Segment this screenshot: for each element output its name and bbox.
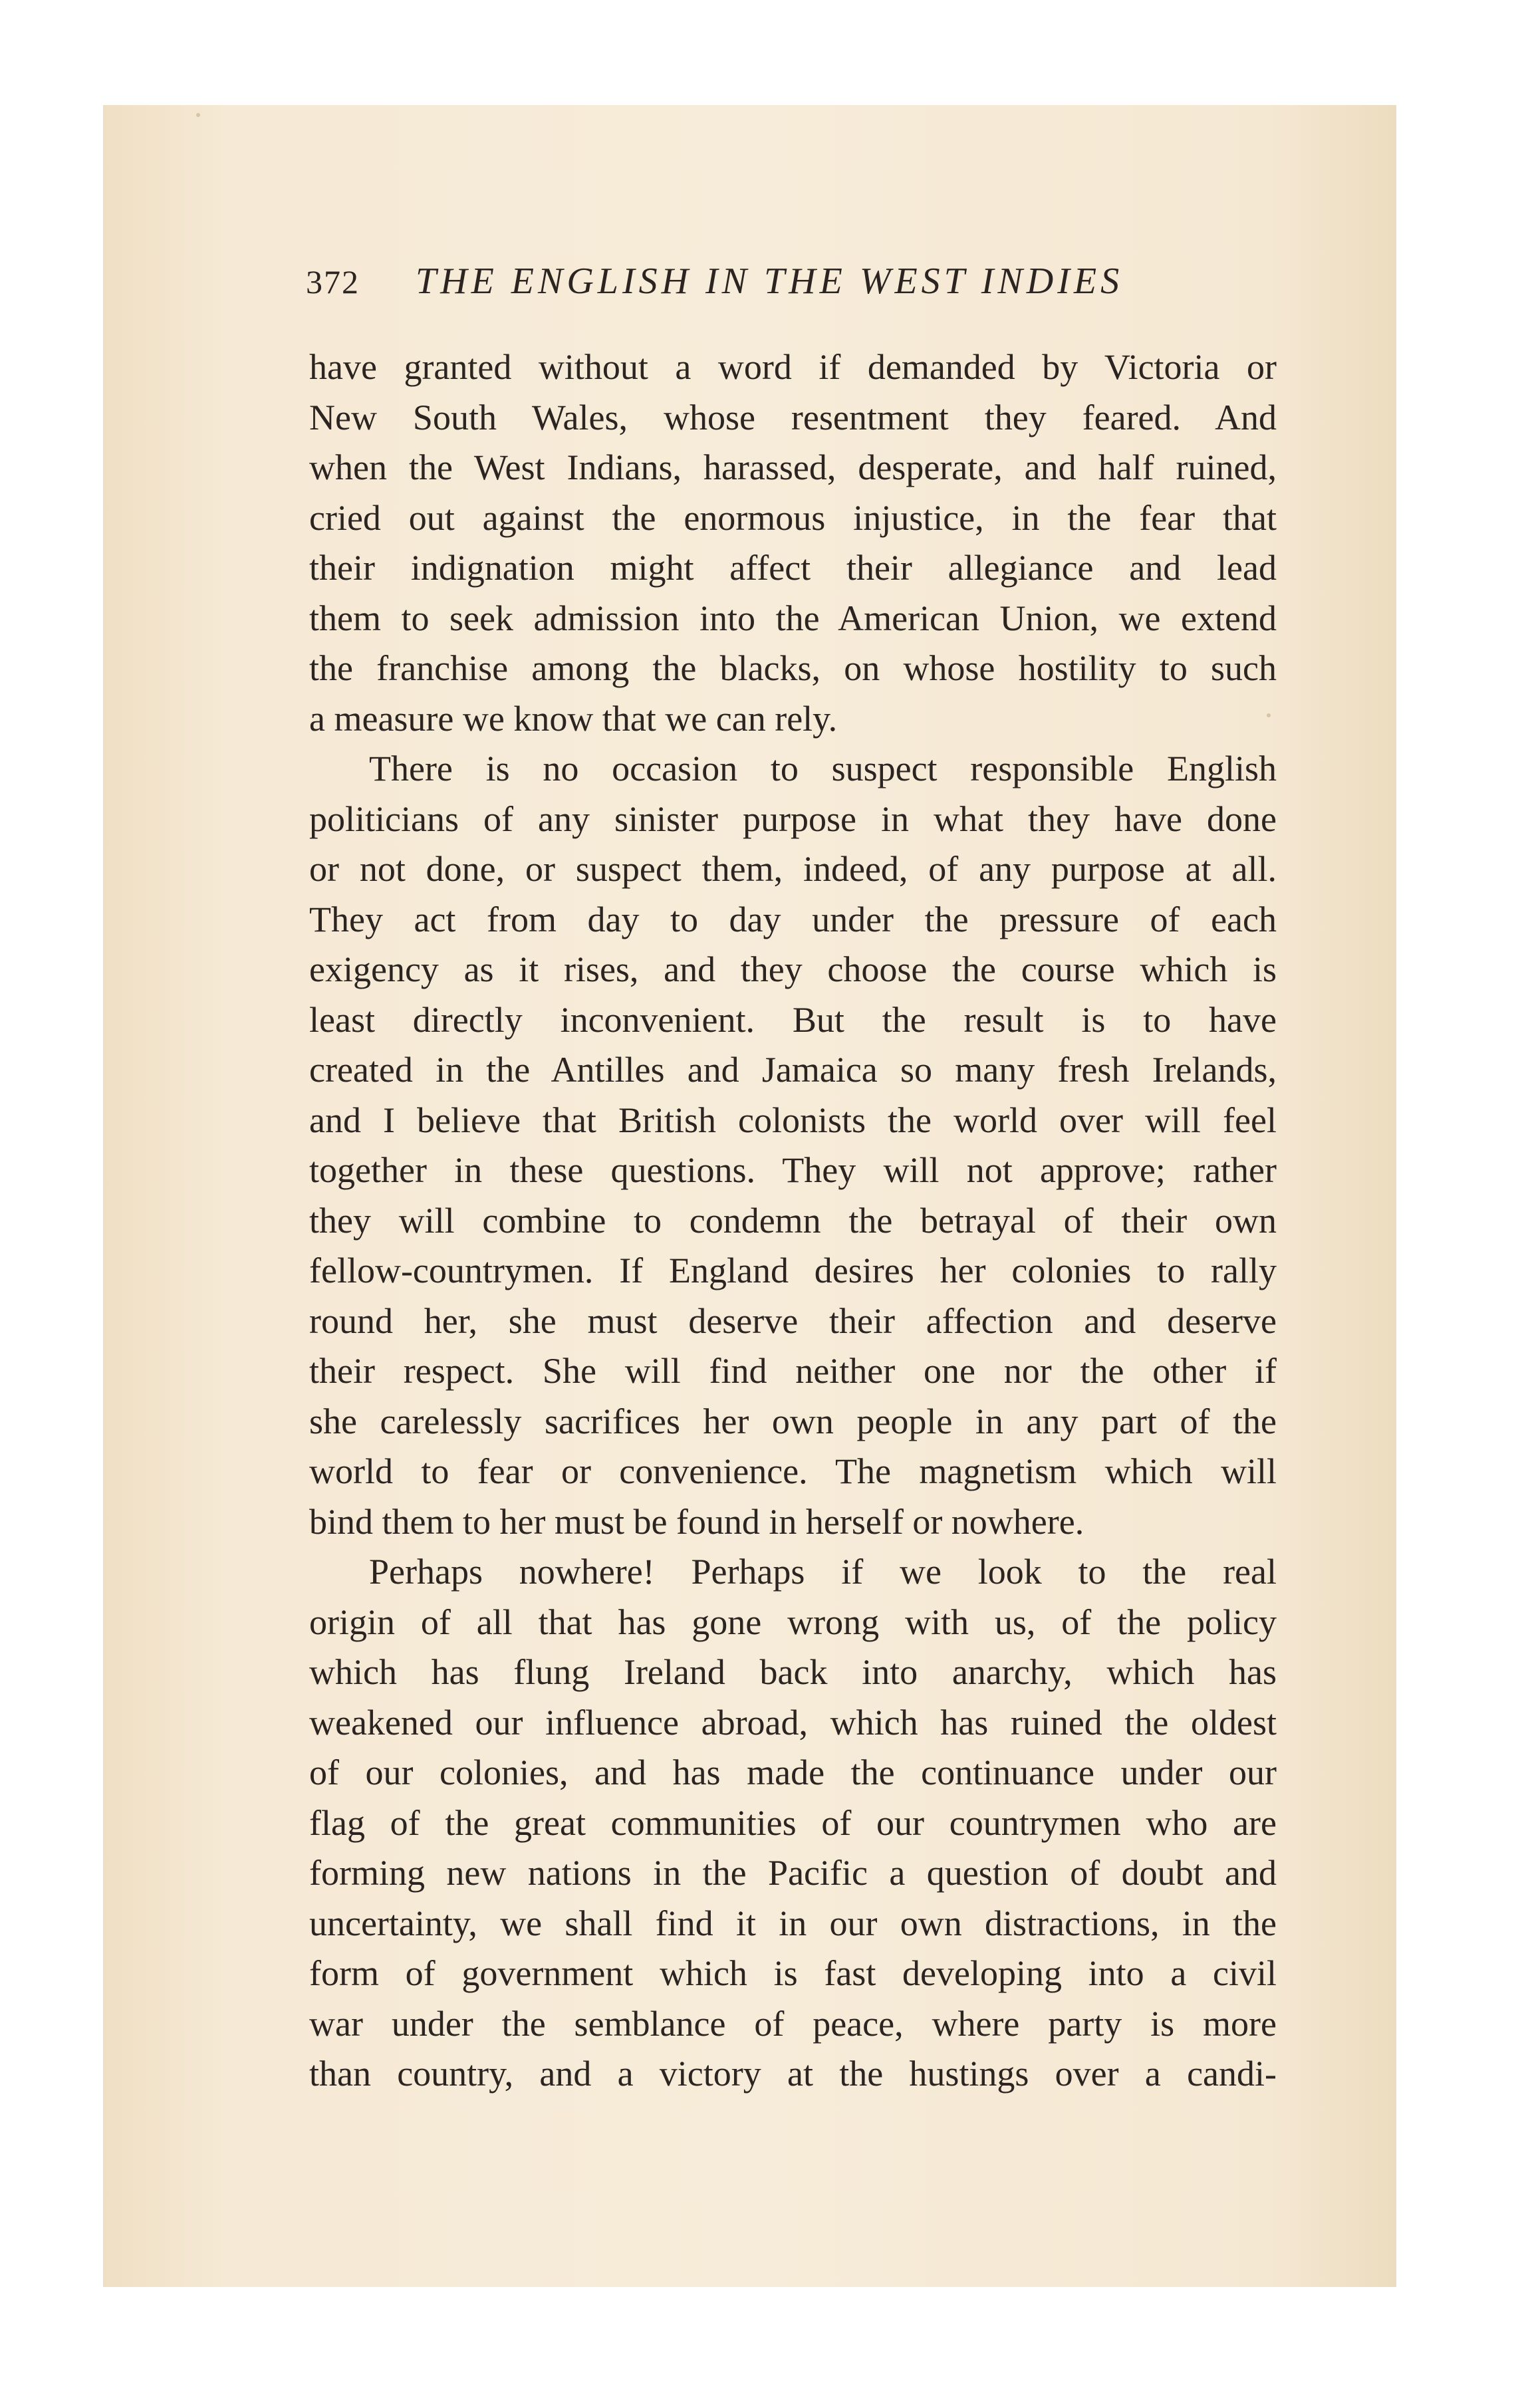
- text-line: which has flung Ireland back into anarchy, which has: [309, 1652, 1277, 1692]
- text-line: exigency as it rises, and they choose the course which is: [309, 949, 1277, 989]
- text-line: bind them to her must be found in herself or nowhere.: [309, 1501, 1084, 1542]
- text-line: round her, she must deserve their affection and deserve: [309, 1300, 1277, 1341]
- text-line: origin of all that has gone wrong with us, of the policy: [309, 1602, 1277, 1642]
- text-line: New South Wales, whose resentment they feared. And: [309, 397, 1277, 437]
- text-line: and I believe that British colonists the world over will feel: [309, 1100, 1277, 1140]
- text-line: uncertainty, we shall find it in our own distractions, in the: [309, 1903, 1277, 1943]
- text-line: fellow-countrymen. If England desires her colonies to rally: [309, 1251, 1277, 1290]
- text-line: Perhaps nowhere! Perhaps if we look to the real: [369, 1552, 1277, 1592]
- text-line: than country, and a victory at the hustings over a candi-: [309, 2054, 1277, 2094]
- book-title-header: THE ENGLISH IN THE WEST INDIES: [416, 261, 1124, 302]
- text-line: she carelessly sacrifices her own people in any part of the: [309, 1401, 1277, 1441]
- text-line: They act from day to day under the pressure of each: [309, 899, 1277, 939]
- running-head: [306, 263, 1277, 309]
- text-line: created in the Antilles and Jamaica so many fresh Irelands,: [309, 1050, 1277, 1090]
- text-line: war under the semblance of peace, where party is more: [309, 2003, 1277, 2044]
- text-line: when the West Indians, harassed, desperate, and half ruined,: [309, 447, 1277, 487]
- paper-speck: [196, 113, 200, 117]
- text-line: have granted without a word if demanded by Victoria or: [309, 347, 1277, 387]
- text-line: or not done, or suspect them, indeed, of any purpose at all.: [309, 849, 1277, 889]
- text-line: form of government which is fast developing into a civil: [309, 1953, 1277, 1993]
- text-line: world to fear or convenience. The magnetism which will: [309, 1451, 1277, 1491]
- text-line: their respect. She will find neither one nor the other if: [309, 1351, 1277, 1391]
- text-line: the franchise among the blacks, on whose hostility to such: [309, 648, 1277, 688]
- text-line: weakened our influence abroad, which has ruined the oldest: [309, 1702, 1277, 1743]
- text-line: There is no occasion to suspect responsible English: [369, 749, 1277, 788]
- body-text: [309, 342, 1277, 2100]
- text-line: forming new nations in the Pacific a question of doubt and: [309, 1853, 1277, 1893]
- text-line: least directly inconvenient. But the result is to have: [309, 999, 1277, 1040]
- page-number: 372: [306, 263, 360, 301]
- text-line: a measure we know that we can rely.: [309, 698, 838, 739]
- text-line: flag of the great communities of our countrymen who are: [309, 1802, 1277, 1843]
- text-line: their indignation might affect their allegiance and lead: [309, 548, 1277, 588]
- text-line: them to seek admission into the American Union, we extend: [309, 598, 1277, 638]
- text-line: politicians of any sinister purpose in what they have done: [309, 798, 1277, 839]
- text-line: together in these questions. They will not approve; rather: [309, 1150, 1277, 1190]
- text-line: they will combine to condemn the betrayal of their own: [309, 1200, 1277, 1241]
- text-line: cried out against the enormous injustice, in the fear that: [309, 497, 1277, 538]
- text-line: of our colonies, and has made the continuance under our: [309, 1752, 1277, 1792]
